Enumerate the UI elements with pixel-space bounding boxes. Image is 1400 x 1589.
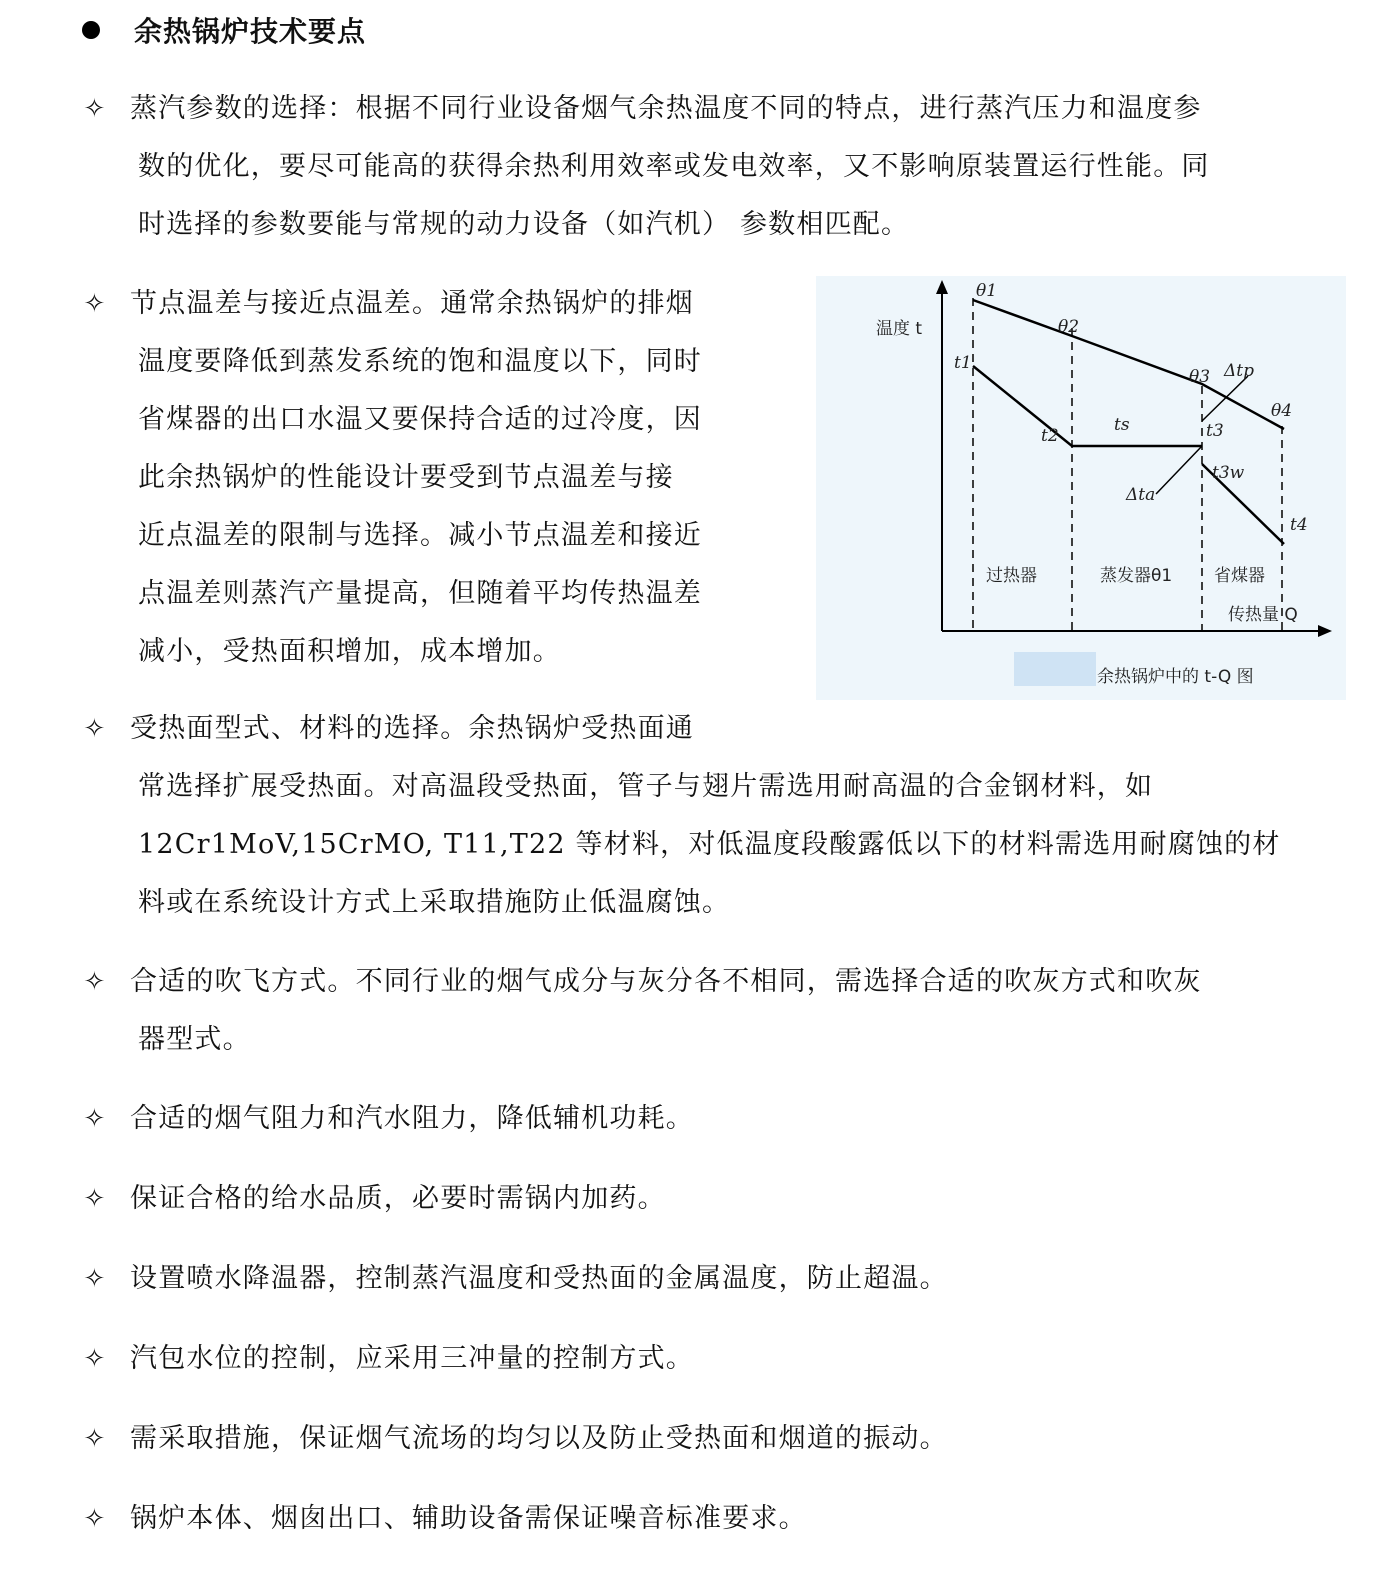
item-line: 此余热锅炉的性能设计要受到节点温差与接 bbox=[138, 462, 674, 493]
theta1-label: θ1 bbox=[976, 281, 998, 301]
star-bullet-icon: ✧ bbox=[83, 714, 107, 744]
star-bullet-icon: ✧ bbox=[83, 1184, 107, 1214]
t3w-label: t3w bbox=[1212, 463, 1245, 483]
y-axis-label: 温度 t bbox=[876, 319, 923, 339]
economizer-label: 省煤器 bbox=[1214, 566, 1265, 586]
item-line: 合适的烟气阻力和汽水阻力，降低辅机功耗。 bbox=[130, 1103, 694, 1134]
t4-label: t4 bbox=[1290, 515, 1308, 535]
item-line: 减小，受热面积增加，成本增加。 bbox=[138, 636, 561, 667]
figure-caption: 余热锅炉中的 t-Q 图 bbox=[1097, 667, 1254, 687]
star-bullet-icon: ✧ bbox=[83, 1504, 107, 1534]
item-line: 常选择扩展受热面。对高温段受热面，管子与翅片需选用耐高温的合金钢材料，如 bbox=[138, 771, 1154, 802]
ts-label: ts bbox=[1114, 415, 1130, 435]
steam-temperature-line bbox=[973, 366, 1202, 446]
item-line: 温度要降低到蒸发系统的饱和温度以下，同时 bbox=[138, 346, 702, 377]
star-bullet-icon: ✧ bbox=[83, 1424, 107, 1454]
item-line: 12Cr1MoV,15CrMO, T11,T22 等材料，对低温度段酸露低以下的材料需选用耐腐蚀的材 bbox=[138, 829, 1281, 860]
bullet-dot-icon bbox=[82, 21, 100, 39]
star-bullet-icon: ✧ bbox=[83, 289, 107, 319]
star-bullet-icon: ✧ bbox=[83, 1344, 107, 1374]
item-line: 料或在系统设计方式上采取措施防止低温腐蚀。 bbox=[138, 887, 731, 918]
pinch-delta-line bbox=[1156, 446, 1202, 494]
heading-text: 余热锅炉技术要点 bbox=[134, 15, 367, 48]
star-bullet-icon: ✧ bbox=[83, 1104, 107, 1134]
item-line: 节点温差与接近点温差。通常余热锅炉的排烟 bbox=[130, 288, 694, 319]
t2-label: t2 bbox=[1041, 426, 1059, 446]
t1-label: t1 bbox=[954, 353, 972, 373]
star-bullet-icon: ✧ bbox=[83, 1264, 107, 1294]
theta4-label: θ4 bbox=[1271, 401, 1293, 421]
item-line: 设置喷水降温器，控制蒸汽温度和受热面的金属温度，防止超温。 bbox=[130, 1263, 948, 1294]
superheater-label: 过热器 bbox=[986, 566, 1037, 586]
y-axis-arrow-icon bbox=[936, 280, 948, 294]
x-axis-label: 传热量 Q bbox=[1228, 605, 1298, 625]
item-line: 锅炉本体、烟囱出口、辅助设备需保证噪音标准要求。 bbox=[130, 1503, 807, 1534]
item-line: 省煤器的出口水温又要保持合适的过冷度，因 bbox=[138, 404, 702, 435]
item-line: 近点温差的限制与选择。减小节点温差和接近 bbox=[138, 520, 702, 551]
theta3-label: θ3 bbox=[1189, 367, 1211, 387]
star-bullet-icon: ✧ bbox=[83, 94, 107, 124]
item-line: 合适的吹飞方式。不同行业的烟气成分与灰分各不相同，需选择合适的吹灰方式和吹灰 bbox=[130, 966, 1202, 997]
item-line: 点温差则蒸汽产量提高，但随着平均传热温差 bbox=[138, 578, 702, 609]
section-heading bbox=[78, 10, 366, 50]
delta-ta-label: Δta bbox=[1126, 485, 1156, 505]
item-line: 蒸汽参数的选择：根据不同行业设备烟气余热温度不同的特点，进行蒸汽压力和温度参 bbox=[130, 93, 1202, 124]
x-axis-arrow-icon bbox=[1318, 625, 1332, 637]
tq-diagram-svg bbox=[816, 276, 1346, 700]
item-line: 时选择的参数要能与常规的动力设备（如汽机） 参数相匹配。 bbox=[138, 209, 910, 240]
star-bullet-icon: ✧ bbox=[83, 967, 107, 997]
item-line: 数的优化，要尽可能高的获得余热利用效率或发电效率，又不影响原装置运行性能。同 bbox=[138, 151, 1210, 182]
theta2-label: θ2 bbox=[1058, 317, 1080, 337]
item-line: 器型式。 bbox=[138, 1024, 251, 1055]
item-line: 受热面型式、材料的选择。余热锅炉受热面通 bbox=[130, 713, 694, 744]
delta-tp-label: Δtp bbox=[1224, 361, 1254, 381]
item-line: 需采取措施，保证烟气流场的均匀以及防止受热面和烟道的振动。 bbox=[130, 1423, 948, 1454]
caption-highlight bbox=[1014, 652, 1096, 686]
item-line: 汽包水位的控制，应采用三冲量的控制方式。 bbox=[130, 1343, 694, 1374]
evaporator-label: 蒸发器θ1 bbox=[1100, 566, 1173, 586]
item-line: 保证合格的给水品质，必要时需锅内加药。 bbox=[130, 1183, 666, 1214]
t3-label: t3 bbox=[1206, 421, 1224, 441]
tq-diagram bbox=[816, 276, 1346, 700]
